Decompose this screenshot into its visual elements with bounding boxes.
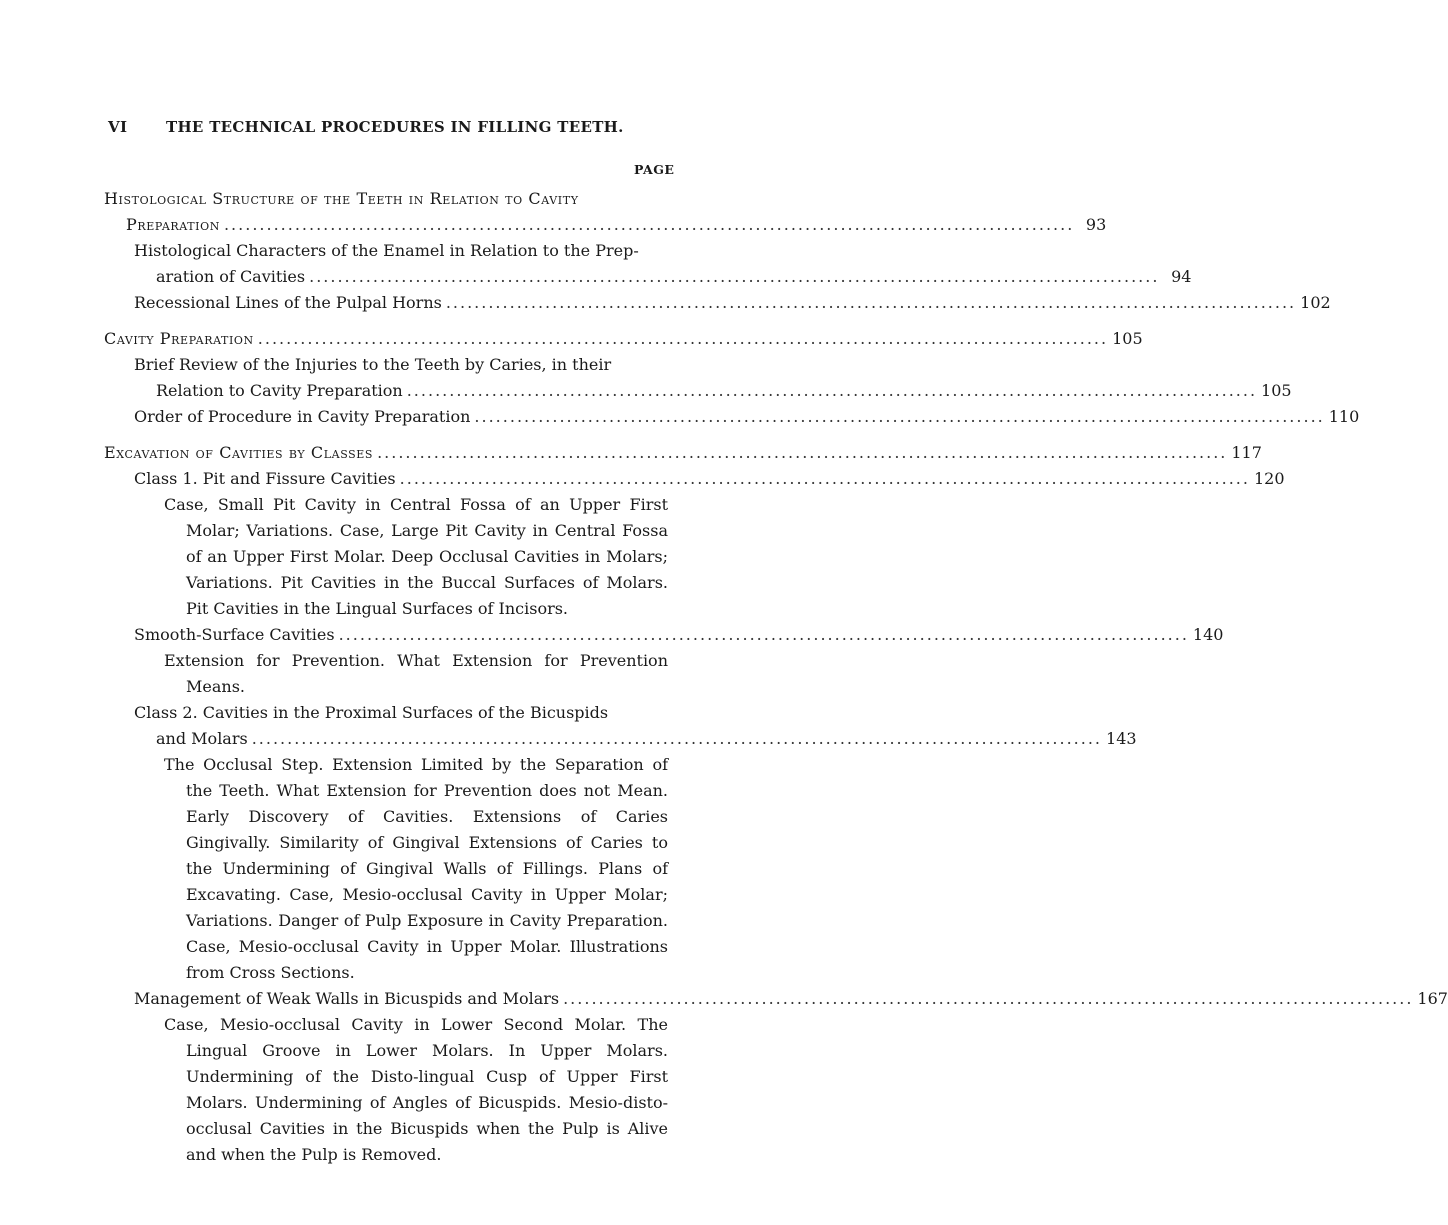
toc-entry-title-line: Class 2. Cavities in the Proximal Surfaces of the Bicuspids: [134, 703, 609, 722]
toc-page-number: 94: [1171, 267, 1192, 286]
toc-entry: [104, 622, 1224, 648]
toc-entry-title: Relation to Cavity Preparation: [156, 381, 403, 400]
toc-entry-title: Excavation of Cavities by Classes: [104, 443, 374, 462]
toc-entry-title: aration of Cavities: [156, 267, 306, 286]
dot-leader: ........................................................................................................................: [257, 329, 1109, 348]
toc-page-number: 93: [1085, 215, 1107, 234]
toc-subtopics: [104, 648, 668, 700]
toc-page-number: 105: [1112, 329, 1143, 348]
toc-entry: [104, 986, 1448, 1012]
toc-entry-title-line: Histological Characters of the Enamel in Relation to the Prep-: [134, 241, 639, 260]
toc-entry: [104, 440, 1262, 466]
dot-leader: ........................................................................................................................: [377, 443, 1228, 462]
table-of-contents: [104, 186, 1448, 1168]
toc-page-number: 140: [1192, 625, 1224, 644]
toc-entry: [104, 290, 1331, 316]
toc-entry: [104, 186, 1107, 238]
toc-page-number: 105: [1261, 381, 1292, 400]
toc-entry: [104, 352, 1292, 404]
toc-entry-title-line: Histological Structure of the Teeth in Relation to Cavity: [104, 189, 579, 208]
toc-entry-title: Recessional Lines of the Pulpal Horns: [134, 293, 442, 312]
toc-entry-title: Smooth-Surface Cavities: [134, 625, 335, 644]
toc-entry: [104, 700, 1137, 752]
toc-entry-title: Preparation: [126, 215, 220, 234]
toc-subtopics: [104, 492, 668, 622]
dot-leader: ........................................................................................................................: [399, 469, 1250, 488]
toc-page-number: 143: [1106, 729, 1137, 748]
toc-entry: [104, 466, 1285, 492]
toc-entry-title: Cavity Preparation: [104, 329, 254, 348]
toc-entry-title: and Molars: [156, 729, 248, 748]
dot-leader: ........................................................................................................................: [251, 729, 1103, 748]
dot-leader: ........................................................................................................................: [474, 407, 1325, 426]
dot-leader: ........................................................................................................................: [445, 293, 1297, 312]
toc-entry-title: Class 1. Pit and Fissure Cavities: [134, 469, 396, 488]
toc-entry-title: Order of Procedure in Cavity Preparation: [134, 407, 471, 426]
dot-leader: ........................................................................................................................: [223, 215, 1075, 234]
toc-page-number: 117: [1231, 443, 1262, 462]
toc-subtopics-text: The Occlusal Step. Extension Limited by the Separation of the Teeth. What Extension for Prevention does not Mean. Early Discovery of Cavities. Extensions of Caries Gingivally. Similarity of Gingival Extensions of Caries to the Undermining of Gingival Walls of Fillings. Plans of Excavating. Case, Mesio-occlusal Cavity in Upper Molar; Variations. Danger of Pulp Exposure in Cavity Preparation. Case, Mesio-occlusal Cavity in Upper Molar. Illustrations from Cross Sections.: [164, 755, 668, 982]
dot-leader: ........................................................................................................................: [563, 989, 1414, 1008]
toc-page-number: 102: [1300, 293, 1331, 312]
toc-page-number: 110: [1328, 407, 1360, 426]
toc-subtopics-text: Case, Small Pit Cavity in Central Fossa of an Upper First Molar; Variations. Case, Large Pit Cavity in Central Fossa of an Upper First Molar. Deep Occlusal Cavities in Molars; Variations. Pit Cavities in the Buccal Surfaces of Molars. Pit Cavities in the Lingual Surfaces of Incisors.: [164, 495, 668, 618]
toc-subtopics: [104, 1012, 668, 1168]
toc-page-number: 120: [1253, 469, 1285, 488]
toc-subtopics-text: Case, Mesio-occlusal Cavity in Lower Second Molar. The Lingual Groove in Lower Molars. In Upper Molars. Undermining of the Disto-lingual Cusp of Upper First Molars. Undermining of Angles of Bicuspids. Mesio-disto-occlusal Cavities in the Bicuspids when the Pulp is Alive and when the Pulp is Removed.: [164, 1015, 668, 1164]
toc-page-number: 167: [1417, 989, 1448, 1008]
toc-subtopics: [104, 752, 668, 986]
dot-leader: ........................................................................................................................: [309, 267, 1160, 286]
toc-subtopics-text: Extension for Prevention. What Extension for Prevention Means.: [164, 651, 668, 696]
toc-entry-title: Management of Weak Walls in Bicuspids and Molars: [134, 989, 560, 1008]
toc-entry: [104, 238, 1192, 290]
toc-entry: [104, 404, 1360, 430]
running-title: THE TECHNICAL PROCEDURES IN FILLING TEETH.: [166, 118, 624, 136]
toc-entry-title-line: Brief Review of the Injuries to the Teeth by Caries, in their: [134, 355, 612, 374]
page-column-label: PAGE: [634, 162, 675, 177]
page-folio: VI: [108, 118, 128, 136]
toc-entry: [104, 326, 1143, 352]
dot-leader: ........................................................................................................................: [338, 625, 1189, 644]
dot-leader: ........................................................................................................................: [406, 381, 1258, 400]
